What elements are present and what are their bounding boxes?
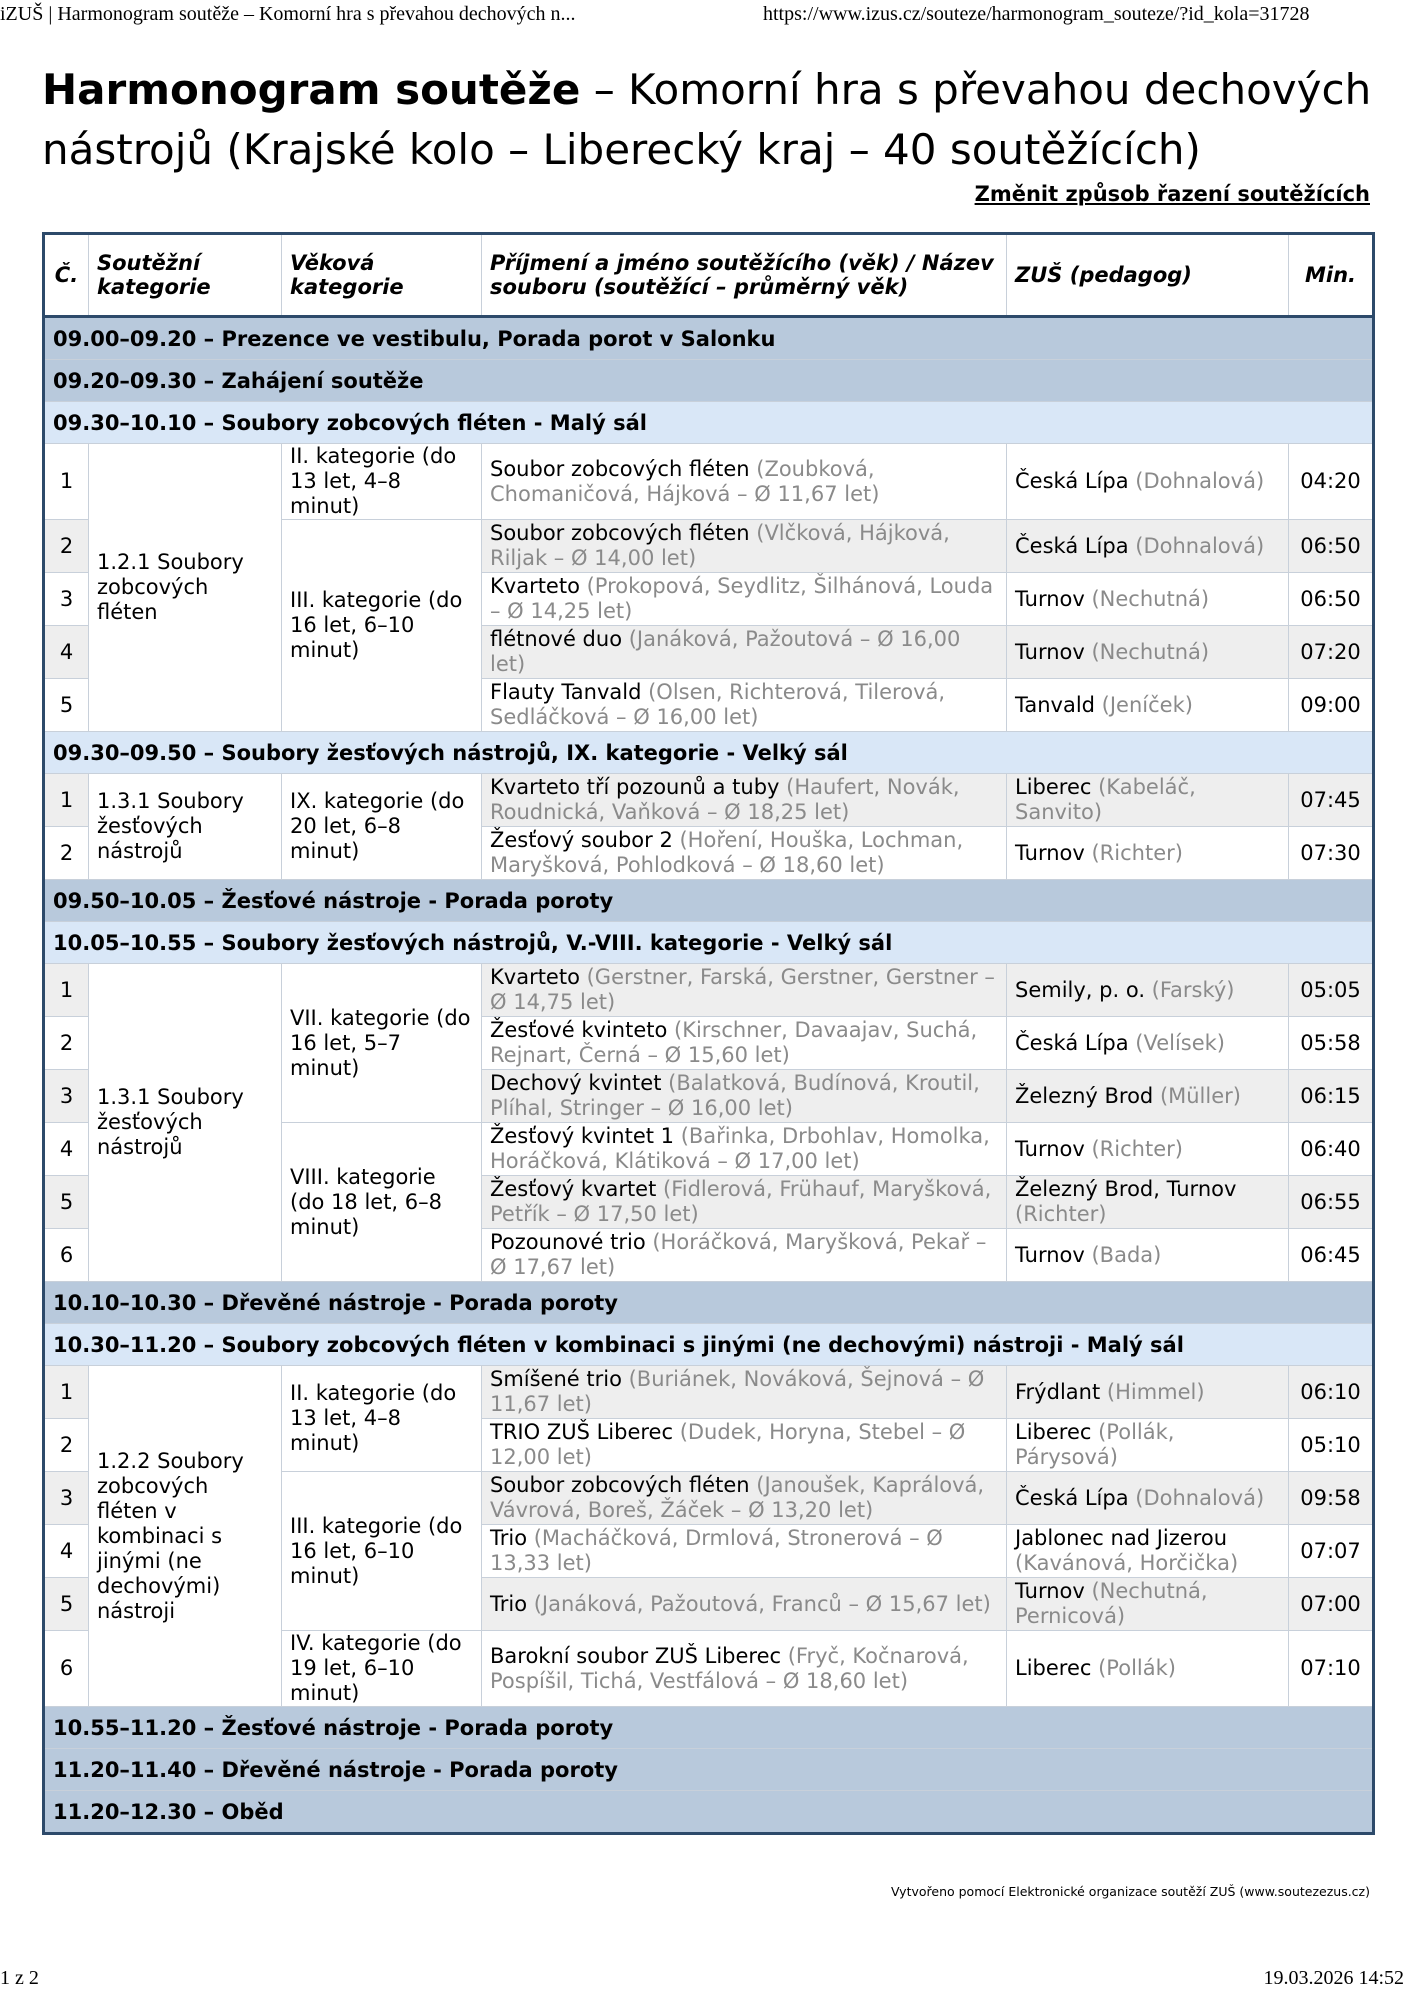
page-title <box>42 60 1382 180</box>
duration: 06:50 <box>1289 520 1374 573</box>
row-number: 2 <box>44 827 89 880</box>
section-row <box>44 1749 1374 1791</box>
ensemble-cell <box>482 1631 1007 1707</box>
competition-category: 1.3.1 Soubory žesťových nástrojů <box>89 774 282 880</box>
ensemble-members: (Olsen, Richterová, Tilerová, Sedláčková – Ø 16,00 let) <box>490 680 946 729</box>
age-category: VIII. kategorie (do 18 let, 6–8 minut) <box>282 1123 482 1282</box>
school-cell <box>1007 1631 1289 1707</box>
ensemble-members: (Buriánek, Nováková, Šejnová – Ø 11,67 let) <box>490 1367 985 1416</box>
teacher-name: (Farský) <box>1145 977 1235 1002</box>
ensemble-name: Žesťový kvintet 1 <box>490 1124 675 1148</box>
ensemble-cell <box>482 1070 1007 1123</box>
school-cell <box>1007 1017 1289 1070</box>
table-row <box>44 774 1374 827</box>
duration: 06:15 <box>1289 1070 1374 1123</box>
schedule-table <box>42 232 1375 1835</box>
duration: 09:00 <box>1289 679 1374 732</box>
school-cell <box>1007 1229 1289 1282</box>
duration: 07:20 <box>1289 626 1374 679</box>
page-number: 1 z 2 <box>0 1967 39 1989</box>
row-number: 3 <box>44 1472 89 1525</box>
ensemble-members: (Zoubková, Chomaničová, Hájková – Ø 11,67 let) <box>490 456 880 506</box>
teacher-name: (Richter) <box>1084 1136 1183 1161</box>
column-header-number: Č. <box>44 234 89 317</box>
school-name: Turnov <box>1015 586 1085 611</box>
age-category: IV. kategorie (do 19 let, 6–10 minut) <box>282 1631 482 1707</box>
row-number: 2 <box>44 1017 89 1070</box>
duration: 06:10 <box>1289 1366 1374 1419</box>
column-header-name: Příjmení a jméno soutěžícího (věk) / Název souboru (soutěžící – průměrný věk) <box>482 234 1007 317</box>
age-category: VII. kategorie (do 16 let, 5–7 minut) <box>282 964 482 1123</box>
ensemble-cell <box>482 1525 1007 1578</box>
ensemble-cell <box>482 1366 1007 1419</box>
row-number: 5 <box>44 1176 89 1229</box>
school-cell <box>1007 444 1289 520</box>
school-name: Jablonec nad Jizerou <box>1015 1526 1228 1550</box>
ensemble-name: Kvarteto <box>490 965 580 989</box>
ensemble-name: Žesťový soubor 2 <box>490 828 673 852</box>
ensemble-cell <box>482 1419 1007 1472</box>
section-row <box>44 360 1374 402</box>
school-name: Frýdlant <box>1015 1379 1101 1404</box>
school-cell <box>1007 1578 1289 1631</box>
school-name: Česká Lípa <box>1015 1030 1129 1055</box>
row-number: 1 <box>44 1366 89 1419</box>
ensemble-cell <box>482 679 1007 732</box>
ensemble-name: Žesťový kvartet <box>490 1177 657 1201</box>
ensemble-name: Flauty Tanvald <box>490 680 642 704</box>
school-name: Česká Lípa <box>1015 1485 1129 1510</box>
teacher-name: (Himmel) <box>1100 1379 1205 1404</box>
row-number: 1 <box>44 964 89 1017</box>
ensemble-cell <box>482 774 1007 827</box>
section-row <box>44 732 1374 774</box>
competition-category: 1.2.1 Soubory zobcových fléten <box>89 444 282 732</box>
row-number: 4 <box>44 626 89 679</box>
ensemble-members: (Gerstner, Farská, Gerstner, Gerstner – Ø 14,75 let) <box>490 965 995 1014</box>
ensemble-members: (Prokopová, Seydlitz, Šilhánová, Louda – Ø 14,25 let) <box>490 574 994 623</box>
duration: 06:45 <box>1289 1229 1374 1282</box>
ensemble-cell <box>482 827 1007 880</box>
age-category: III. kategorie (do 16 let, 6–10 minut) <box>282 1472 482 1631</box>
ensemble-cell <box>482 1472 1007 1525</box>
ensemble-name: Pozounové trio <box>490 1230 646 1254</box>
row-number: 5 <box>44 1578 89 1631</box>
ensemble-members: (Balatková, Budínová, Kroutil, Plíhal, Stringer – Ø 16,00 let) <box>490 1071 980 1120</box>
row-number: 1 <box>44 774 89 827</box>
school-cell <box>1007 1176 1289 1229</box>
section-label: 10.10–10.30 – Dřevěné nástroje - Porada poroty <box>44 1282 1374 1324</box>
section-label: 10.30–11.20 – Soubory zobcových fléten v kombinaci s jinými (ne dechovými) nástroji - Malý sál <box>44 1324 1374 1366</box>
change-sorting-link[interactable]: Změnit způsob řazení soutěžících <box>974 182 1370 206</box>
ensemble-members: (Vlčková, Hájková, Riljak – Ø 14,00 let) <box>490 521 950 570</box>
table-row <box>44 964 1374 1017</box>
teacher-name: (Pollák, Párysová) <box>1015 1420 1175 1469</box>
row-number: 3 <box>44 1070 89 1123</box>
ensemble-members: (Janáková, Pažoutová, Franců – Ø 15,67 let) <box>527 1591 991 1616</box>
duration: 07:45 <box>1289 774 1374 827</box>
duration: 05:05 <box>1289 964 1374 1017</box>
ensemble-members: (Horáčková, Maryšková, Pekař – Ø 17,67 let) <box>490 1230 987 1279</box>
duration: 07:10 <box>1289 1631 1374 1707</box>
school-name: Tanvald <box>1015 692 1095 717</box>
duration: 06:55 <box>1289 1176 1374 1229</box>
competition-category: 1.3.1 Soubory žesťových nástrojů <box>89 964 282 1282</box>
school-name: Turnov <box>1015 1579 1085 1603</box>
teacher-name: (Dohnalová) <box>1128 533 1265 558</box>
browser-page-title: iZUŠ | Harmonogram soutěže – Komorní hra s převahou dechových n... <box>0 3 576 25</box>
teacher-name: (Richter) <box>1084 840 1183 865</box>
column-header-category: Soutěžní kategorie <box>89 234 282 317</box>
duration: 07:00 <box>1289 1578 1374 1631</box>
ensemble-cell <box>482 444 1007 520</box>
teacher-name: (Pollák) <box>1091 1656 1176 1680</box>
school-name: Liberec <box>1015 1656 1092 1680</box>
school-cell <box>1007 1472 1289 1525</box>
school-name: Turnov <box>1015 639 1085 664</box>
teacher-name: (Kavánová, Horčička) <box>1015 1551 1239 1575</box>
school-cell <box>1007 964 1289 1017</box>
duration: 04:20 <box>1289 444 1374 520</box>
ensemble-members: (Janoušek, Kaprálová, Vávrová, Boreš, Žáček – Ø 13,20 let) <box>490 1473 985 1522</box>
school-name: Česká Lípa <box>1015 469 1129 493</box>
row-number: 4 <box>44 1123 89 1176</box>
duration: 05:10 <box>1289 1419 1374 1472</box>
school-cell <box>1007 1525 1289 1578</box>
teacher-name: (Nechutná, Pernicová) <box>1015 1579 1208 1628</box>
browser-url: https://www.izus.cz/souteze/harmonogram_souteze/?id_kola=31728 <box>763 3 1310 25</box>
ensemble-cell <box>482 1176 1007 1229</box>
ensemble-cell <box>482 1578 1007 1631</box>
ensemble-members: (Kirschner, Davaajav, Suchá, Rejnart, Černá – Ø 15,60 let) <box>490 1018 978 1067</box>
ensemble-name: Barokní soubor ZUŠ Liberec <box>490 1643 782 1668</box>
school-name: Liberec <box>1015 775 1092 799</box>
section-label: 11.20–11.40 – Dřevěné nástroje - Porada poroty <box>44 1749 1374 1791</box>
age-category: II. kategorie (do 13 let, 4–8 minut) <box>282 444 482 520</box>
teacher-name: (Nechutná) <box>1084 639 1210 664</box>
ensemble-cell <box>482 626 1007 679</box>
section-label: 09.00–09.20 – Prezence ve vestibulu, Porada porot v Salonku <box>44 317 1374 360</box>
table-row <box>44 444 1374 520</box>
section-row <box>44 880 1374 922</box>
school-name: Turnov <box>1015 840 1085 865</box>
row-number: 1 <box>44 444 89 520</box>
ensemble-members: (Macháčková, Drmlová, Stronerová – Ø 13,33 let) <box>490 1526 943 1575</box>
ensemble-name: Kvarteto <box>490 574 580 598</box>
teacher-name: (Nechutná) <box>1084 586 1210 611</box>
school-cell <box>1007 1366 1289 1419</box>
school-cell <box>1007 1419 1289 1472</box>
ensemble-members: (Haufert, Novák, Roudnická, Vaňková – Ø 18,25 let) <box>490 775 960 824</box>
competition-category: 1.2.2 Soubory zobcových fléten v kombinaci s jinými (ne dechovými) nástroji <box>89 1366 282 1707</box>
column-header-minutes: Min. <box>1289 234 1374 317</box>
school-cell <box>1007 520 1289 573</box>
school-name: Liberec <box>1015 1420 1092 1444</box>
page-title-main: Harmonogram soutěže <box>42 65 581 114</box>
ensemble-name: Soubor zobcových fléten <box>490 1473 750 1497</box>
ensemble-name: Trio <box>490 1591 528 1616</box>
row-number: 2 <box>44 1419 89 1472</box>
teacher-name: (Dohnalová) <box>1128 469 1265 493</box>
section-label: 09.30–10.10 – Soubory zobcových fléten - Malý sál <box>44 402 1374 444</box>
ensemble-name: Dechový kvintet <box>490 1071 662 1095</box>
teacher-name: (Richter) <box>1015 1202 1107 1226</box>
row-number: 4 <box>44 1525 89 1578</box>
ensemble-name: Smíšené trio <box>490 1367 622 1391</box>
row-number: 6 <box>44 1229 89 1282</box>
age-category: IX. kategorie (do 20 let, 6–8 minut) <box>282 774 482 880</box>
section-label: 11.20–12.30 – Oběd <box>44 1791 1374 1834</box>
ensemble-cell <box>482 1123 1007 1176</box>
ensemble-cell <box>482 964 1007 1017</box>
school-cell <box>1007 827 1289 880</box>
school-cell <box>1007 626 1289 679</box>
section-label: 10.55–11.20 – Žesťové nástroje - Porada poroty <box>44 1707 1374 1749</box>
teacher-name: (Jeníček) <box>1095 692 1193 717</box>
row-number: 2 <box>44 520 89 573</box>
school-cell <box>1007 1123 1289 1176</box>
ensemble-members: (Dudek, Horyna, Stebel – Ø 12,00 let) <box>490 1420 966 1469</box>
teacher-name: (Velísek) <box>1128 1030 1226 1055</box>
ensemble-members: (Hoření, Houška, Lochman, Maryšková, Pohlodková – Ø 18,60 let) <box>490 828 964 877</box>
school-cell <box>1007 679 1289 732</box>
teacher-name: (Dohnalová) <box>1128 1485 1265 1510</box>
row-number: 6 <box>44 1631 89 1707</box>
section-label: 09.50–10.05 – Žesťové nástroje - Porada poroty <box>44 880 1374 922</box>
ensemble-members: (Janáková, Pažoutová – Ø 16,00 let) <box>490 627 961 676</box>
section-label: 09.30–09.50 – Soubory žesťových nástrojů, IX. kategorie - Velký sál <box>44 732 1374 774</box>
section-label: 09.20–09.30 – Zahájení soutěže <box>44 360 1374 402</box>
section-row <box>44 402 1374 444</box>
ensemble-name: Kvarteto tří pozounů a tuby <box>490 775 780 799</box>
school-cell <box>1007 573 1289 626</box>
age-category: II. kategorie (do 13 let, 4–8 minut) <box>282 1366 482 1472</box>
school-name: Česká Lípa <box>1015 533 1129 558</box>
ensemble-members: (Fidlerová, Frühauf, Maryšková, Petřík – Ø 17,50 let) <box>490 1177 992 1226</box>
column-header-school: ZUŠ (pedagog) <box>1007 234 1289 317</box>
ensemble-name: Soubor zobcových fléten <box>490 521 750 545</box>
table-row <box>44 1366 1374 1419</box>
section-row <box>44 317 1374 360</box>
section-row <box>44 1282 1374 1324</box>
ensemble-cell <box>482 520 1007 573</box>
teacher-name: (Kabeláč, Sanvito) <box>1015 775 1196 824</box>
school-name: Železný Brod, Turnov <box>1015 1177 1237 1201</box>
page-title-subtitle: – Komorní hra s převahou dechových nástrojů (Krajské kolo – Liberecký kraj – 40 soutěžících) <box>42 65 1372 174</box>
duration: 05:58 <box>1289 1017 1374 1070</box>
ensemble-members: (Bařinka, Drbohlav, Homolka, Horáčková, Klátiková – Ø 17,00 let) <box>490 1124 990 1173</box>
generator-credit: Vytvořeno pomocí Elektronické organizace soutěží ZUŠ (www.soutezezus.cz) <box>890 1884 1370 1899</box>
ensemble-name: Žesťové kvinteto <box>490 1018 668 1042</box>
teacher-name: (Bada) <box>1084 1242 1162 1267</box>
ensemble-name: Soubor zobcových fléten <box>490 456 750 481</box>
teacher-name: (Müller) <box>1153 1083 1241 1108</box>
section-row <box>44 1791 1374 1834</box>
section-row <box>44 1324 1374 1366</box>
duration: 06:40 <box>1289 1123 1374 1176</box>
ensemble-members: (Fryč, Kočnarová, Pospíšil, Tichá, Vestfálová – Ø 18,60 let) <box>490 1643 969 1693</box>
school-name: Železný Brod <box>1015 1083 1154 1108</box>
ensemble-name: Trio <box>490 1526 528 1550</box>
school-name: Semily, p. o. <box>1015 977 1145 1002</box>
duration: 06:50 <box>1289 573 1374 626</box>
section-row <box>44 1707 1374 1749</box>
duration: 07:30 <box>1289 827 1374 880</box>
ensemble-name: flétnové duo <box>490 627 623 651</box>
school-cell <box>1007 1070 1289 1123</box>
duration: 09:58 <box>1289 1472 1374 1525</box>
section-row <box>44 922 1374 964</box>
ensemble-cell <box>482 1229 1007 1282</box>
school-cell <box>1007 774 1289 827</box>
print-footer <box>0 1967 1415 1993</box>
duration: 07:07 <box>1289 1525 1374 1578</box>
age-category: III. kategorie (do 16 let, 6–10 minut) <box>282 520 482 732</box>
section-label: 10.05–10.55 – Soubory žesťových nástrojů, V.-VIII. kategorie - Velký sál <box>44 922 1374 964</box>
school-name: Turnov <box>1015 1136 1085 1161</box>
table-header-row <box>44 234 1374 317</box>
print-header <box>0 3 1415 29</box>
ensemble-cell <box>482 573 1007 626</box>
row-number: 5 <box>44 679 89 732</box>
ensemble-name: TRIO ZUŠ Liberec <box>490 1420 674 1444</box>
row-number: 3 <box>44 573 89 626</box>
ensemble-cell <box>482 1017 1007 1070</box>
print-datetime: 19.03.2026 14:52 <box>1263 1967 1404 1989</box>
column-header-age: Věková kategorie <box>282 234 482 317</box>
school-name: Turnov <box>1015 1242 1085 1267</box>
